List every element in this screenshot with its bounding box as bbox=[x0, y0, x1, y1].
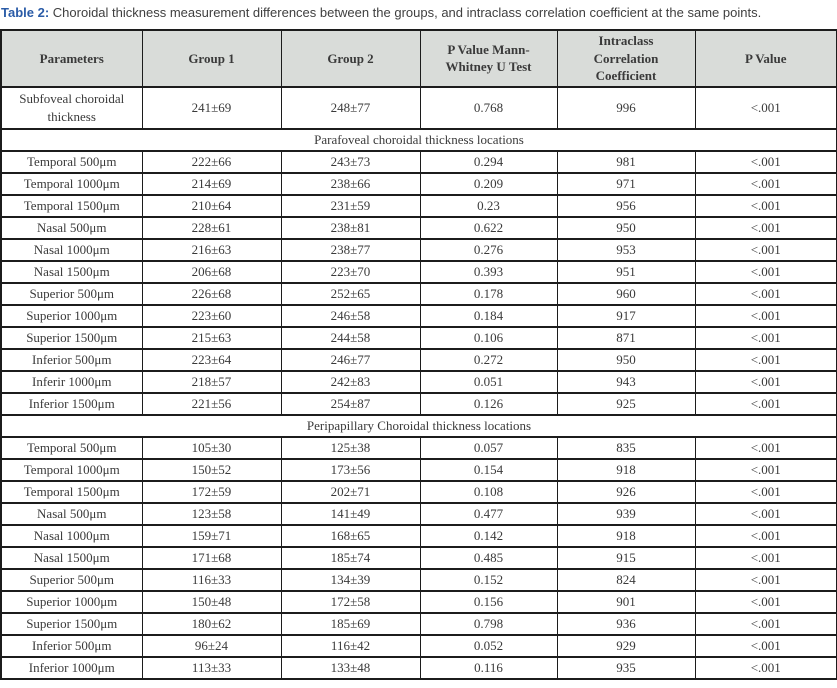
table-row bbox=[1, 151, 837, 173]
value-cell: 0.272 bbox=[420, 349, 557, 371]
value-cell: 141±49 bbox=[281, 503, 420, 525]
table-row bbox=[1, 525, 837, 547]
table-row bbox=[1, 547, 837, 569]
value-cell: 925 bbox=[557, 393, 695, 415]
section-label: Parafoveal choroidal thickness locations bbox=[1, 129, 837, 151]
table-row bbox=[1, 591, 837, 613]
parameter-cell: Superior 500μm bbox=[1, 569, 142, 591]
value-cell: 971 bbox=[557, 173, 695, 195]
parameter-cell: Superior 1000μm bbox=[1, 591, 142, 613]
table-row bbox=[1, 261, 837, 283]
table-row bbox=[1, 217, 837, 239]
value-cell: 238±66 bbox=[281, 173, 420, 195]
parameter-cell: Nasal 1000μm bbox=[1, 239, 142, 261]
value-cell: 0.393 bbox=[420, 261, 557, 283]
value-cell: 134±39 bbox=[281, 569, 420, 591]
table-row bbox=[1, 173, 837, 195]
value-cell: 216±63 bbox=[142, 239, 281, 261]
value-cell: 238±77 bbox=[281, 239, 420, 261]
table-row bbox=[1, 393, 837, 415]
table-row bbox=[1, 437, 837, 459]
value-cell: 901 bbox=[557, 591, 695, 613]
value-cell: 956 bbox=[557, 195, 695, 217]
value-cell: 172±58 bbox=[281, 591, 420, 613]
value-cell: 935 bbox=[557, 657, 695, 679]
value-cell: <.001 bbox=[695, 305, 837, 327]
value-cell: 172±59 bbox=[142, 481, 281, 503]
table-row bbox=[1, 459, 837, 481]
parameter-cell: Temporal 1000μm bbox=[1, 173, 142, 195]
section-label: Peripapillary Choroidal thickness locations bbox=[1, 415, 837, 437]
table-caption-label: Table 2: bbox=[1, 5, 50, 20]
parameter-cell: Inferior 500μm bbox=[1, 635, 142, 657]
value-cell: 0.051 bbox=[420, 371, 557, 393]
value-cell: <.001 bbox=[695, 459, 837, 481]
value-cell: 0.485 bbox=[420, 547, 557, 569]
value-cell: 0.154 bbox=[420, 459, 557, 481]
value-cell: 0.126 bbox=[420, 393, 557, 415]
parameter-cell: Inferir 1000μm bbox=[1, 371, 142, 393]
parameter-cell: Subfoveal choroidal thickness bbox=[1, 87, 142, 129]
value-cell: 246±58 bbox=[281, 305, 420, 327]
value-cell: 0.477 bbox=[420, 503, 557, 525]
value-cell: 173±56 bbox=[281, 459, 420, 481]
table-row bbox=[1, 349, 837, 371]
value-cell: 996 bbox=[557, 87, 695, 129]
table-row bbox=[1, 195, 837, 217]
value-cell: <.001 bbox=[695, 261, 837, 283]
table-body bbox=[1, 87, 837, 679]
value-cell: 150±48 bbox=[142, 591, 281, 613]
value-cell: 0.108 bbox=[420, 481, 557, 503]
value-cell: 936 bbox=[557, 613, 695, 635]
value-cell: 159±71 bbox=[142, 525, 281, 547]
value-cell: 185±69 bbox=[281, 613, 420, 635]
section-row bbox=[1, 129, 837, 151]
value-cell: 0.622 bbox=[420, 217, 557, 239]
value-cell: 206±68 bbox=[142, 261, 281, 283]
table-row bbox=[1, 503, 837, 525]
table-caption bbox=[0, 0, 837, 20]
value-cell: 981 bbox=[557, 151, 695, 173]
value-cell: 116±42 bbox=[281, 635, 420, 657]
value-cell: 950 bbox=[557, 349, 695, 371]
value-cell: 231±59 bbox=[281, 195, 420, 217]
parameter-cell: Nasal 1000μm bbox=[1, 525, 142, 547]
value-cell: 0.152 bbox=[420, 569, 557, 591]
value-cell: 226±68 bbox=[142, 283, 281, 305]
section-row bbox=[1, 415, 837, 437]
parameter-cell: Superior 1500μm bbox=[1, 613, 142, 635]
value-cell: <.001 bbox=[695, 657, 837, 679]
table-row bbox=[1, 569, 837, 591]
column-header-pvalue: P Value bbox=[695, 30, 837, 87]
value-cell: 824 bbox=[557, 569, 695, 591]
value-cell: 133±48 bbox=[281, 657, 420, 679]
value-cell: 223±60 bbox=[142, 305, 281, 327]
value-cell: 242±83 bbox=[281, 371, 420, 393]
table-row bbox=[1, 87, 837, 129]
column-header-parameters: Parameters bbox=[1, 30, 142, 87]
value-cell: 0.209 bbox=[420, 173, 557, 195]
parameter-cell: Superior 1500μm bbox=[1, 327, 142, 349]
table-row bbox=[1, 283, 837, 305]
value-cell: 221±56 bbox=[142, 393, 281, 415]
value-cell: 228±61 bbox=[142, 217, 281, 239]
table-row bbox=[1, 239, 837, 261]
value-cell: 953 bbox=[557, 239, 695, 261]
value-cell: 951 bbox=[557, 261, 695, 283]
value-cell: 241±69 bbox=[142, 87, 281, 129]
value-cell: <.001 bbox=[695, 195, 837, 217]
value-cell: 222±66 bbox=[142, 151, 281, 173]
value-cell: 202±71 bbox=[281, 481, 420, 503]
column-header-group1: Group 1 bbox=[142, 30, 281, 87]
value-cell: 254±87 bbox=[281, 393, 420, 415]
value-cell: 835 bbox=[557, 437, 695, 459]
parameter-cell: Inferior 1000μm bbox=[1, 657, 142, 679]
value-cell: <.001 bbox=[695, 481, 837, 503]
value-cell: <.001 bbox=[695, 173, 837, 195]
value-cell: 0.23 bbox=[420, 195, 557, 217]
parameter-cell: Temporal 1000μm bbox=[1, 459, 142, 481]
parameter-cell: Nasal 500μm bbox=[1, 503, 142, 525]
value-cell: 243±73 bbox=[281, 151, 420, 173]
value-cell: 168±65 bbox=[281, 525, 420, 547]
value-cell: 0.156 bbox=[420, 591, 557, 613]
parameter-cell: Superior 500μm bbox=[1, 283, 142, 305]
parameter-cell: Temporal 1500μm bbox=[1, 195, 142, 217]
value-cell: 0.798 bbox=[420, 613, 557, 635]
value-cell: 180±62 bbox=[142, 613, 281, 635]
value-cell: 223±64 bbox=[142, 349, 281, 371]
value-cell: <.001 bbox=[695, 437, 837, 459]
value-cell: <.001 bbox=[695, 283, 837, 305]
parameter-cell: Temporal 500μm bbox=[1, 437, 142, 459]
value-cell: 218±57 bbox=[142, 371, 281, 393]
value-cell: <.001 bbox=[695, 569, 837, 591]
value-cell: 915 bbox=[557, 547, 695, 569]
table-row bbox=[1, 613, 837, 635]
value-cell: <.001 bbox=[695, 613, 837, 635]
column-header-group2: Group 2 bbox=[281, 30, 420, 87]
parameter-cell: Inferior 500μm bbox=[1, 349, 142, 371]
table-header bbox=[1, 30, 837, 87]
table-row bbox=[1, 657, 837, 679]
value-cell: <.001 bbox=[695, 635, 837, 657]
value-cell: 918 bbox=[557, 459, 695, 481]
value-cell: 0.184 bbox=[420, 305, 557, 327]
value-cell: <.001 bbox=[695, 349, 837, 371]
value-cell: 105±30 bbox=[142, 437, 281, 459]
value-cell: 943 bbox=[557, 371, 695, 393]
value-cell: 171±68 bbox=[142, 547, 281, 569]
value-cell: <.001 bbox=[695, 87, 837, 129]
value-cell: 0.294 bbox=[420, 151, 557, 173]
column-header-pvalue-mannwhitney: P Value Mann-Whitney U Test bbox=[420, 30, 557, 87]
value-cell: <.001 bbox=[695, 525, 837, 547]
table-row bbox=[1, 635, 837, 657]
value-cell: 116±33 bbox=[142, 569, 281, 591]
measurements-table bbox=[0, 29, 837, 680]
value-cell: 185±74 bbox=[281, 547, 420, 569]
value-cell: 871 bbox=[557, 327, 695, 349]
value-cell: 918 bbox=[557, 525, 695, 547]
value-cell: <.001 bbox=[695, 591, 837, 613]
parameter-cell: Superior 1000μm bbox=[1, 305, 142, 327]
value-cell: 0.052 bbox=[420, 635, 557, 657]
value-cell: <.001 bbox=[695, 393, 837, 415]
value-cell: <.001 bbox=[695, 151, 837, 173]
value-cell: 215±63 bbox=[142, 327, 281, 349]
value-cell: 223±70 bbox=[281, 261, 420, 283]
value-cell: 917 bbox=[557, 305, 695, 327]
parameter-cell: Nasal 1500μm bbox=[1, 547, 142, 569]
parameter-cell: Inferior 1500μm bbox=[1, 393, 142, 415]
parameter-cell: Temporal 500μm bbox=[1, 151, 142, 173]
value-cell: 246±77 bbox=[281, 349, 420, 371]
value-cell: 210±64 bbox=[142, 195, 281, 217]
table-row bbox=[1, 327, 837, 349]
value-cell: 939 bbox=[557, 503, 695, 525]
value-cell: 244±58 bbox=[281, 327, 420, 349]
value-cell: 96±24 bbox=[142, 635, 281, 657]
value-cell: 0.142 bbox=[420, 525, 557, 547]
value-cell: <.001 bbox=[695, 217, 837, 239]
value-cell: 248±77 bbox=[281, 87, 420, 129]
value-cell: <.001 bbox=[695, 239, 837, 261]
value-cell: 125±38 bbox=[281, 437, 420, 459]
value-cell: 150±52 bbox=[142, 459, 281, 481]
value-cell: 123±58 bbox=[142, 503, 281, 525]
table-row bbox=[1, 481, 837, 503]
value-cell: 0.276 bbox=[420, 239, 557, 261]
value-cell: <.001 bbox=[695, 547, 837, 569]
value-cell: 0.178 bbox=[420, 283, 557, 305]
value-cell: 0.106 bbox=[420, 327, 557, 349]
value-cell: 238±81 bbox=[281, 217, 420, 239]
value-cell: <.001 bbox=[695, 327, 837, 349]
value-cell: 214±69 bbox=[142, 173, 281, 195]
value-cell: 0.768 bbox=[420, 87, 557, 129]
table-caption-text: Choroidal thickness measurement differences between the groups, and intraclass correlation coefficient at the same points. bbox=[49, 5, 762, 20]
value-cell: 960 bbox=[557, 283, 695, 305]
table-row bbox=[1, 371, 837, 393]
parameter-cell: Nasal 1500μm bbox=[1, 261, 142, 283]
parameter-cell: Temporal 1500μm bbox=[1, 481, 142, 503]
value-cell: 0.116 bbox=[420, 657, 557, 679]
value-cell: 252±65 bbox=[281, 283, 420, 305]
value-cell: 113±33 bbox=[142, 657, 281, 679]
value-cell: 929 bbox=[557, 635, 695, 657]
value-cell: 950 bbox=[557, 217, 695, 239]
table-row bbox=[1, 305, 837, 327]
value-cell: 926 bbox=[557, 481, 695, 503]
column-header-icc: Intraclass Correlation Coefficient bbox=[557, 30, 695, 87]
value-cell: <.001 bbox=[695, 371, 837, 393]
value-cell: 0.057 bbox=[420, 437, 557, 459]
value-cell: <.001 bbox=[695, 503, 837, 525]
header-row bbox=[1, 30, 837, 87]
parameter-cell: Nasal 500μm bbox=[1, 217, 142, 239]
